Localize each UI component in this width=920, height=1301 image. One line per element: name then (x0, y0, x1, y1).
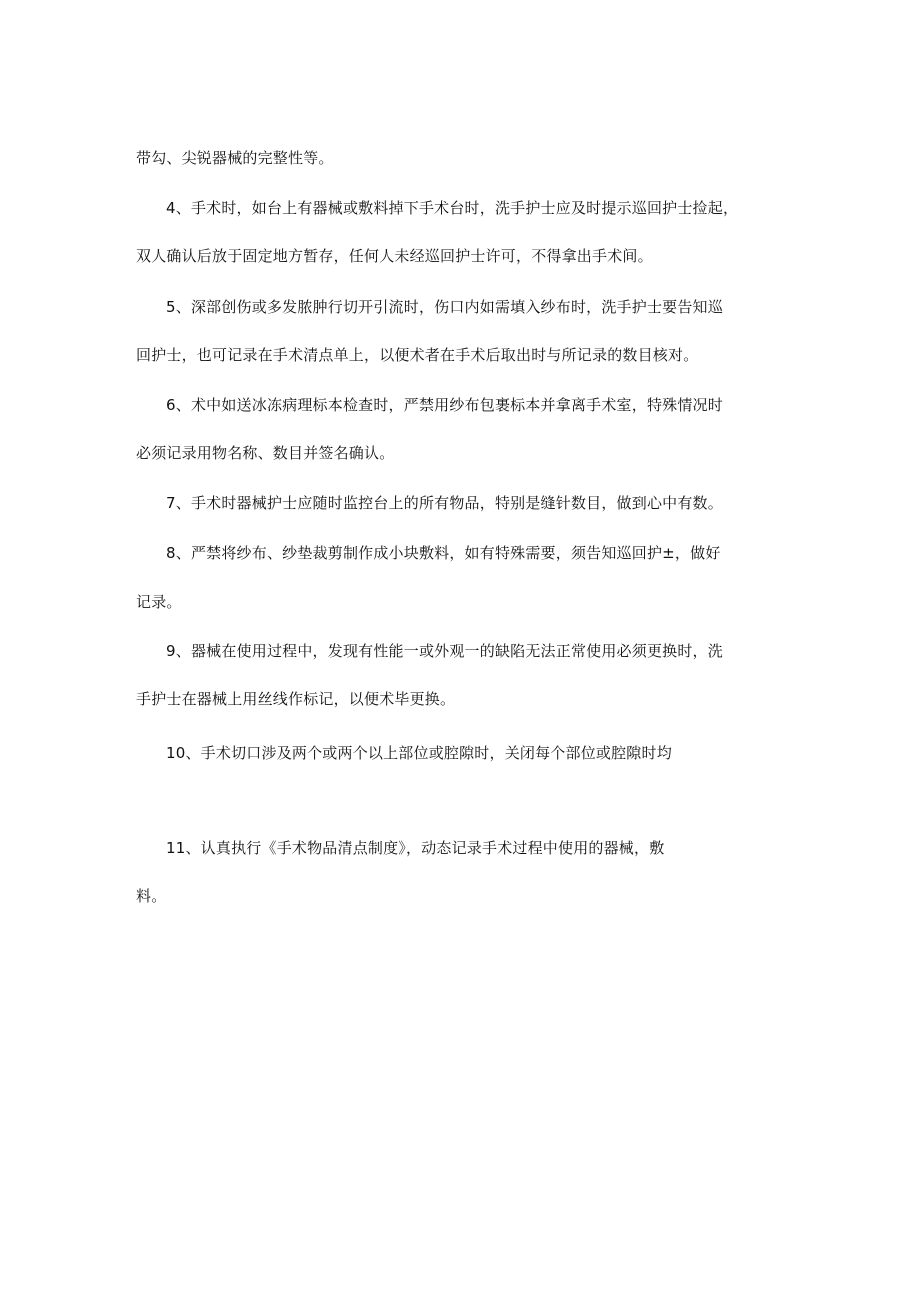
paragraph-9-line-2: 手护士在器械上用丝线作标记，以便术毕更换。 (136, 690, 456, 708)
paragraph-8-line-2: 记录。 (136, 593, 182, 611)
paragraph-6-line-1: 6、术中如送冰冻病理标本检查时，严禁用纱布包裹标本并拿离手术室，特殊情况时 (166, 396, 723, 414)
paragraph-10-line-1: 10、手术切口涉及两个或两个以上部位或腔隙时，关闭每个部位或腔隙时均 (166, 744, 672, 762)
paragraph-5-line-1: 5、深部创伤或多发脓肿行切开引流时，伤口内如需填入纱布时，洗手护士要告知巡 (166, 298, 723, 316)
paragraph-11-line-2: 料。 (136, 887, 167, 905)
paragraph-5-line-2: 回护士，也可记录在手术清点单上，以便术者在手术后取出时与所记录的数目核对。 (136, 346, 699, 364)
paragraph-11-line-1: 11、认真执行《手术物品清点制度》，动态记录手术过程中使用的器械，敷 (166, 839, 665, 857)
paragraph-7-line-1: 7、手术时器械护士应随时监控台上的所有物品，特别是缝针数目，做到心中有数。 (166, 494, 723, 512)
paragraph-9-line-1: 9、器械在使用过程中，发现有性能一或外观一的缺陷无法正常使用必须更换时，洗 (166, 642, 723, 660)
paragraph-4-line-2: 双人确认后放于固定地方暂存，任何人未经巡回护士许可，不得拿出手术间。 (136, 247, 653, 265)
paragraph-8-line-1: 8、严禁将纱布、纱垫裁剪制作成小块敷料，如有特殊需要，须告知巡回护±，做好 (166, 544, 721, 562)
paragraph-4-line-1: 4、手术时，如台上有器械或敷料掉下手术台时，洗手护士应及时提示巡回护士捡起， (166, 199, 739, 217)
paragraph-3-line-2: 带勾、尖锐器械的完整性等。 (136, 149, 334, 167)
paragraph-6-line-2: 必须记录用物名称、数目并签名确认。 (136, 444, 395, 462)
